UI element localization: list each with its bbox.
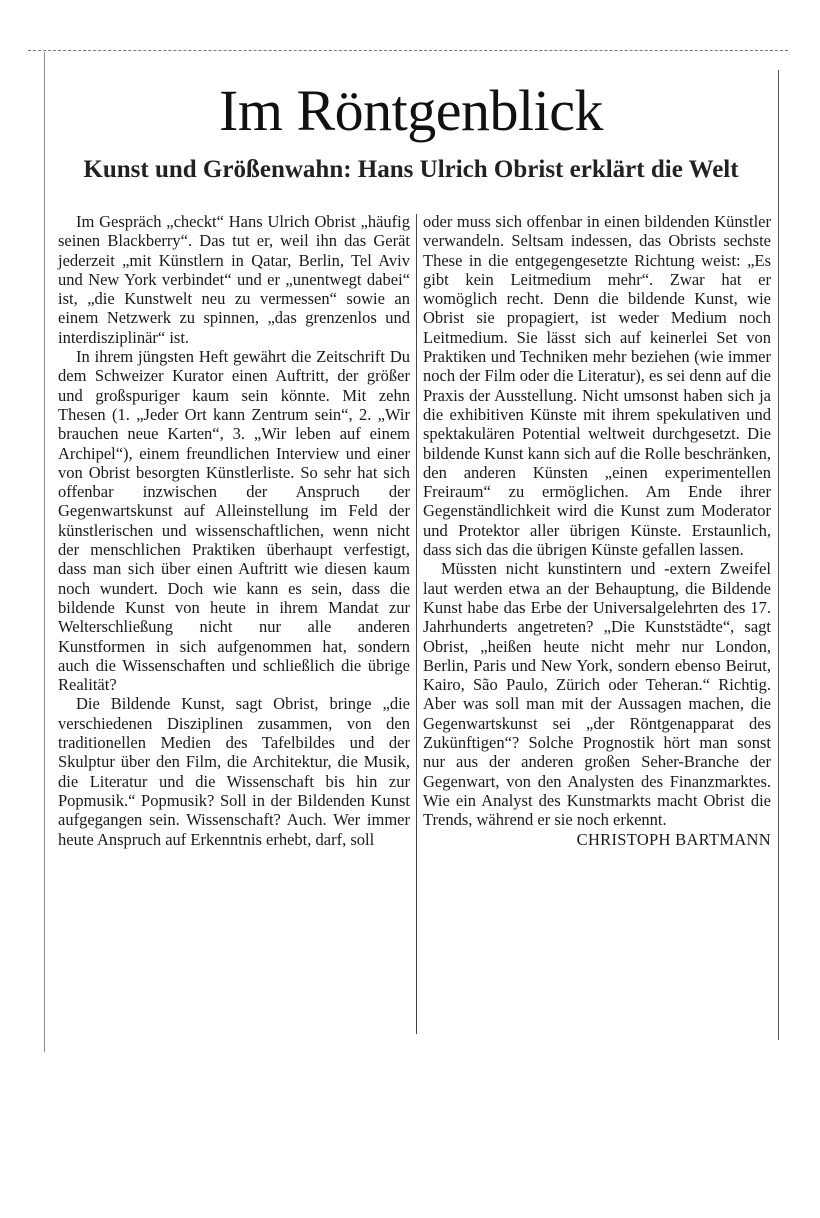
column-divider bbox=[416, 214, 417, 1034]
article-column-left bbox=[58, 212, 410, 849]
right-margin-rule bbox=[778, 70, 779, 1040]
paragraph: Im Gespräch „checkt“ Hans Ulrich Obrist „häufig seinen Blackberry“. Das tut er, weil ihn das Gerät jederzeit „mit Künstlern in Qatar, Berlin, Tel Aviv und New York verbindet“ und er „unentwegt dabei“ ist, „die Kunstwelt neu zu vermessen“ sowie an einem Netzwerk zu spinnen, „das grenzenlos und interdisziplinär“ ist. bbox=[58, 212, 410, 347]
article-headline: Im Röntgenblick bbox=[219, 78, 603, 143]
author-byline: CHRISTOPH BARTMANN bbox=[576, 829, 771, 849]
article-column-right bbox=[423, 212, 771, 849]
article-subheadline: Kunst und Größenwahn: Hans Ulrich Obrist erklärt die Welt bbox=[83, 156, 739, 183]
paragraph-text: Müssten nicht kunstintern und -extern Zweifel laut werden etwa an der Behauptung, die Bildende Kunst habe das Erbe der Universalgelehrten des 17. Jahrhunderts angetreten? „Die Kunststädte“, sagt Obrist, „heißen heute nicht mehr nur London, Berlin, Paris und New York, sondern ebenso Beirut, Kairo, São Paulo, Zürich oder Teheran.“ Richtig. Aber was soll man mit der Aussagen machen, die Gegenwartskunst sei „der Röntgenapparat des Zukünftigen“? Solche Prognostik hört man sonst nur aus der anderen großen Seher-Branche der Gegenwart, von den Analysten des Finanzmarktes. Wie ein Analyst des Kunstmarkts macht Obrist die Trends, während er sie noch erkennt. bbox=[423, 559, 771, 830]
paragraph: oder muss sich offenbar in einen bildenden Künstler verwandeln. Seltsam indessen, das Obrists sechste These in die entgegengesetzte Richtung weist: „Es gibt kein Leitmedium mehr“. Zwar hat er womöglich recht. Denn die bildende Kunst, wie Obrist sie propagiert, ist weder Medium noch Leitmedium. Sie lässt sich auf keinerlei Set von Praktiken und Techniken mehr beziehen (wie immer noch der Film oder die Literatur), es sei denn auf die Praxis der Ausstellung. Nicht umsonst haben sich ja die exhibitiven Künste mit ihrem spekulativen und spektakulären Potential weltweit durchgesetzt. Die bildende Kunst kann sich auf die Rolle beschränken, den anderen Künsten „einen experimentellen Freiraum“ zu ermöglichen. Am Ende ihrer Gegenständlichkeit wird die Kunst zum Moderator und Protektor aller übrigen Künste. Erstaunlich, dass sich das die übrigen Künste gefallen lassen. bbox=[423, 212, 771, 560]
paragraph: In ihrem jüngsten Heft gewährt die Zeitschrift Du dem Schweizer Kurator einen Auftritt, der größer und großspuriger kaum sein könnte. Mit zehn Thesen (1. „Jeder Ort kann Zentrum sein“, 2. „Wir brauchen neue Karten“, 3. „Wir leben auf einem Archipel“), einem freundlichen Interview und einer von Obrist besorgten Künstlerliste. So sehr hat sich offenbar inzwischen der Anspruch der Gegenwartskunst auf Alleinstellung im Feld der künstlerischen und wissenschaftlichen, wenn nicht der menschlichen Praktiken überhaupt verfestigt, dass man sich über einen Auftritt wie diesen kaum noch wundert. Doch wie kann es sein, dass die bildende Kunst von heute in ihrem Mandat zur Welterschließung nicht nur alle anderen Kunstformen in sich aufgenommen hat, sondern auch die Wissenschaften und schließlich die übrige Realität? bbox=[58, 347, 410, 695]
paragraph bbox=[423, 559, 771, 849]
left-margin-rule bbox=[44, 52, 45, 1052]
top-dashed-rule bbox=[28, 50, 788, 51]
paragraph: Die Bildende Kunst, sagt Obrist, bringe „die verschiedenen Disziplinen zusammen, von den traditionellen Medien des Tafelbildes und der Skulptur über den Film, die Architektur, die Musik, die Literatur und die Wissenschaft bis hin zur Popmusik.“ Popmusik? Soll in der Bildenden Kunst aufgegangen sein. Wissenschaft? Auch. Wer immer heute Anspruch auf Erkenntnis erhebt, darf, soll bbox=[58, 694, 410, 849]
